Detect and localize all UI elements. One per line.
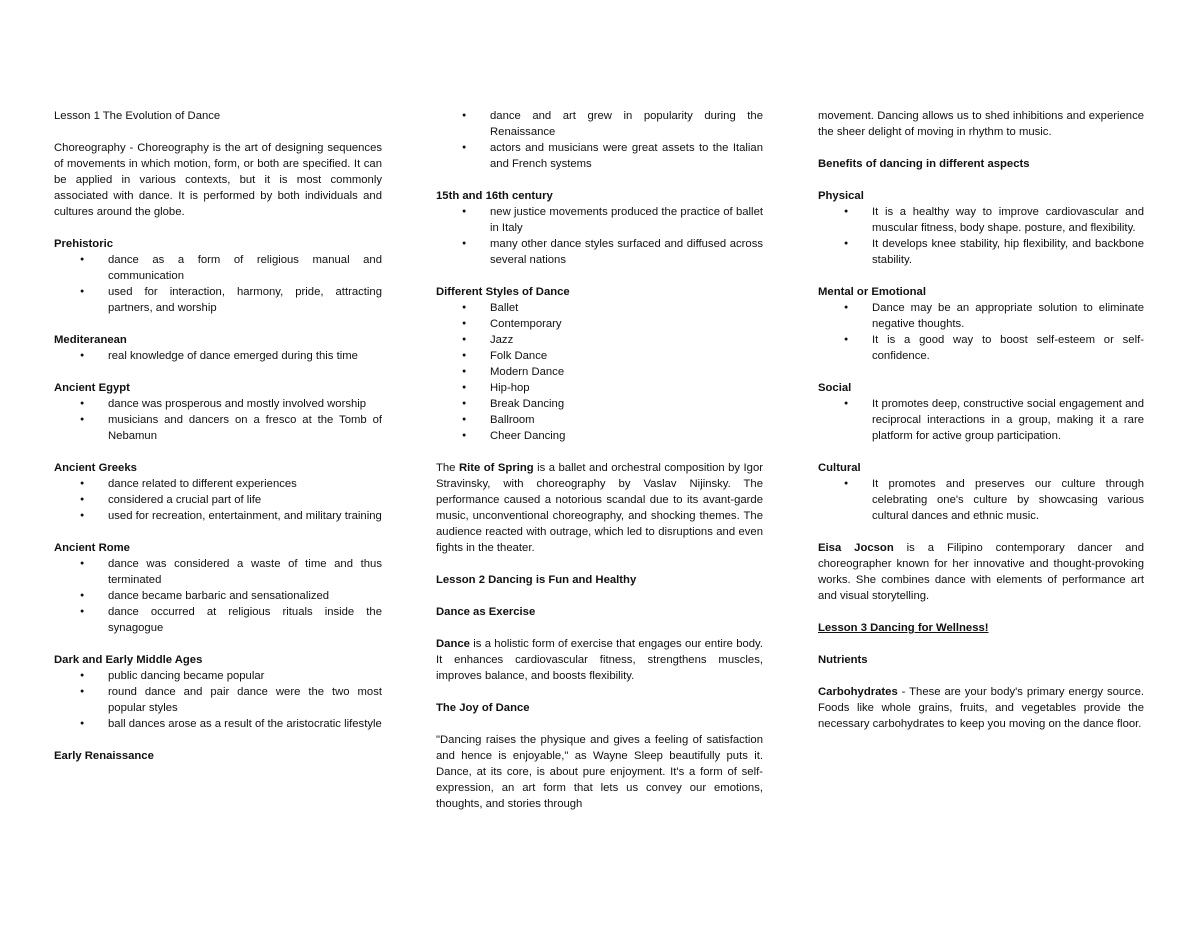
dance-paragraph [436,636,763,684]
list-item: ● dance was considered a waste of time and thus terminated [54,556,382,588]
list-item: ● many other dance styles surfaced and diffused across several nations [436,236,763,268]
nutrients-heading: Nutrients [818,654,868,666]
list-item: ● Break Dancing [436,396,763,412]
eisa-jocson-paragraph [818,540,1144,604]
benefit-heading-physical: Physical [818,190,864,202]
list-item: ● It is a healthy way to improve cardiovascular and muscular fitness, body shape. posture, and flexibility. [818,204,1144,236]
list-ancient-greeks [54,476,382,524]
list-mental [818,300,1144,364]
dance-body: is a holistic form of exercise that engages our entire body. It enhances cardiovascular fitness, strengthens muscles, improves balance, and boosts flexibility. [436,638,763,682]
benefit-heading-social: Social [818,382,852,394]
list-item: ● Contemporary [436,316,763,332]
list-prehistoric [54,252,382,316]
list-item: ● dance and art grew in popularity during the Renaissance [436,108,763,140]
lesson2-heading: Lesson 2 Dancing is Fun and Healthy [436,574,637,586]
list-item: ● dance occurred at religious rituals inside the synagogue [54,604,382,636]
list-mediteranean [54,348,382,364]
list-item: ● dance became barbaric and sensationalized [54,588,382,604]
list-item: ● Dance may be an appropriate solution to eliminate negative thoughts. [818,300,1144,332]
list-item: ● Cheer Dancing [436,428,763,444]
section-heading-ancient-rome: Ancient Rome [54,542,130,554]
list-item: ● considered a crucial part of life [54,492,382,508]
lesson1-title: Lesson 1 The Evolution of Dance [54,110,221,122]
list-item: ● It is a good way to boost self-esteem or self-confidence. [818,332,1144,364]
list-item: ● dance as a form of religious manual and communication [54,252,382,284]
lesson3-heading: Lesson 3 Dancing for Wellness! [818,622,989,634]
list-item: ● Ballet [436,300,763,316]
list-item: ● dance related to different experiences [54,476,382,492]
carbohydrates-body: - These are your body's primary energy source. Foods like whole grains, fruits, and vegetables provide the necessary carbohydrates to keep you moving on the dance floor. [818,686,1144,730]
section-heading-ancient-egypt: Ancient Egypt [54,382,130,394]
list-dark-ages [54,668,382,732]
rite-title: Rite of Spring [458,462,534,474]
benefit-heading-mental: Mental or Emotional [818,286,926,298]
list-item: ● round dance and pair dance were the two most popular styles [54,684,382,716]
list-item: ● public dancing became popular [54,668,382,684]
benefits-heading: Benefits of dancing in different aspects [818,158,1030,170]
list-ancient-rome [54,556,382,636]
eisa-jocson-name: Eisa Jocson [818,542,894,554]
column-1 [54,108,382,764]
list-dance-styles [436,300,763,444]
joy-of-dance-paragraph: "Dancing raises the physique and gives a feeling of satisfaction and hence is enjoyable," as Wayne Sleep beautifully puts it. Dance, at its core, is about pure enjoyment. It's a form of self-expression, an art form that lets us convey our emotions, thoughts, and stories through [436,734,763,810]
eisa-jocson-body: is a Filipino contemporary dancer and choreographer known for her innovative and thought-provoking works. She combines dance with elements of performance art and visual storytelling. [818,542,1144,602]
list-item: ● It promotes and preserves our culture through celebrating one's culture by showcasing various cultural dances and ethnic music. [818,476,1144,524]
section-heading-dance-styles: Different Styles of Dance [436,286,570,298]
dance-term: Dance [436,638,470,650]
list-item: ● Ballroom [436,412,763,428]
list-item: ● dance was prosperous and mostly involved worship [54,396,382,412]
rite-pre: The [436,462,459,474]
rite-body: is a ballet and orchestral composition by Igor Stravinsky, with choreography by Vaslav Nijinsky. The performance caused a notorious scandal due to its avant-garde music, unconventional choreography, and shocking themes. The audience reacted with outrage, which led to disruptions and even fights in the theater. [436,462,763,554]
joy-of-dance-heading: The Joy of Dance [436,702,530,714]
list-item: ● musicians and dancers on a fresco at the Tomb of Nebamun [54,412,382,444]
list-item: ● real knowledge of dance emerged during this time [54,348,382,364]
list-item: ● used for interaction, harmony, pride, attracting partners, and worship [54,284,382,316]
list-item: ● ball dances arose as a result of the aristocratic lifestyle [54,716,382,732]
list-item: ● used for recreation, entertainment, and military training [54,508,382,524]
list-item: ● Jazz [436,332,763,348]
section-heading-dark-ages: Dark and Early Middle Ages [54,654,203,666]
list-physical [818,204,1144,268]
carbohydrates-paragraph [818,684,1144,732]
column-2 [436,108,763,828]
column-3 [818,108,1144,748]
list-ancient-egypt [54,396,382,444]
list-item: ● Hip-hop [436,380,763,396]
section-heading-mediteranean: Mediteranean [54,334,127,346]
list-item: ● new justice movements produced the practice of ballet in Italy [436,204,763,236]
list-item: ● Modern Dance [436,364,763,380]
list-15th-16th-century [436,204,763,268]
section-heading-ancient-greeks: Ancient Greeks [54,462,137,474]
section-heading-early-renaissance: Early Renaissance [54,750,154,762]
list-item: ● It promotes deep, constructive social engagement and reciprocal interactions in a group, making it a rare platform for active group participation. [818,396,1144,444]
joy-continuation-paragraph: movement. Dancing allows us to shed inhibitions and experience the sheer delight of moving in rhythm to music. [818,110,1144,138]
choreography-paragraph: Choreography - Choreography is the art of designing sequences of movements in which motion, form, or both are specified. It can be applied in various contexts, but it is most commonly associated with dance. It is performed by both individuals and cultures around the globe. [54,142,382,218]
section-heading-15th-16th-century: 15th and 16th century [436,190,553,202]
rite-of-spring-paragraph [436,460,763,556]
list-cultural [818,476,1144,524]
list-item: ● It develops knee stability, hip flexibility, and backbone stability. [818,236,1144,268]
section-heading-prehistoric: Prehistoric [54,238,114,250]
dance-as-exercise-heading: Dance as Exercise [436,606,536,618]
benefit-heading-cultural: Cultural [818,462,861,474]
list-item: ● Folk Dance [436,348,763,364]
list-social [818,396,1144,444]
list-early-renaissance [436,108,763,172]
carbohydrates-term: Carbohydrates [818,686,898,698]
list-item: ● actors and musicians were great assets to the Italian and French systems [436,140,763,172]
